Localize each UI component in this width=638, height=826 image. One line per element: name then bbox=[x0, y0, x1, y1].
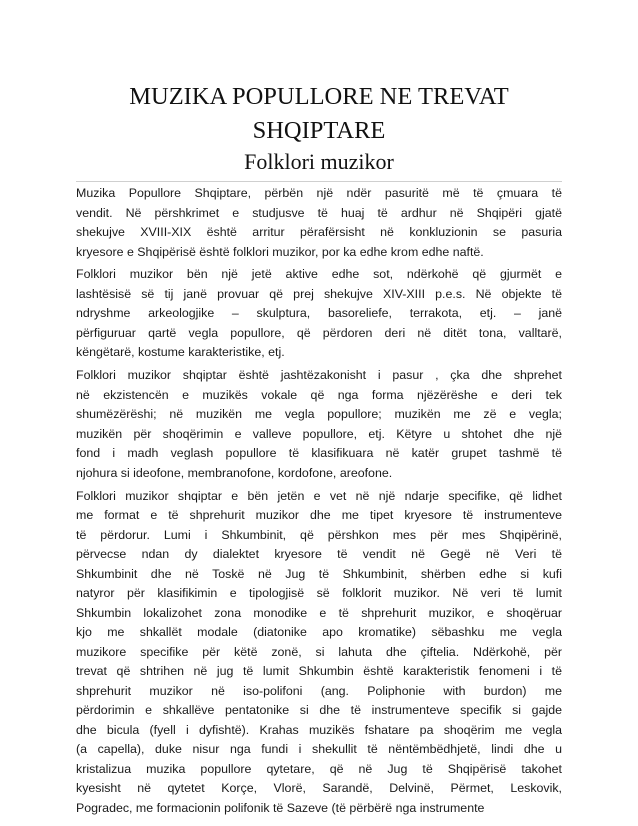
text-line: vendit. Në përshkrimet e studjusve të huaj të ardhur në Shqipëri gjatë bbox=[76, 205, 562, 220]
heading-divider bbox=[76, 181, 562, 182]
text-line: kryesore e Shqipërisë është folklori muzikor, por ka edhe krom edhe naftë. bbox=[76, 244, 484, 259]
text-line: kjo me shkallët modale (diatonike apo kromatike) sëbashku me vegla bbox=[76, 625, 562, 640]
text-line: përvecse ndan dy dialektet kryesore të vendit në Gegë në Veri të bbox=[76, 547, 562, 562]
section-heading: Folklori muzikor bbox=[244, 149, 394, 174]
text-line: shumëzërëshi; në muzikën me vegla popullore; muzikën me zë e vegla; bbox=[76, 407, 562, 422]
text-line: Folklori muzikor bën një jetë aktive edhe sot, ndërkohë që gjurmët e bbox=[76, 267, 562, 282]
text-line: muzikore specifike për këtë zonë, si lahuta dhe çiftelia. Ndërkohë, për bbox=[76, 644, 562, 659]
text-line: me format e të shprehurit muzikor dhe me tipet kryesore të instrumenteve bbox=[76, 508, 562, 523]
text-line: Folklori muzikor shqiptar është jashtëzakonisht i pasur , çka dhe shprehet bbox=[76, 368, 562, 383]
text-line: Muzika Popullore Shqiptare, përbën një ndër pasuritë më të çmuara të bbox=[76, 186, 562, 200]
text-line: shprehurit muzikor në iso-polifoni (ang. Poliphonie with burdon) me bbox=[76, 683, 562, 698]
text-line: shekujve XVIII-XIX është arritur përafërsisht në konkluzionin se pasuria bbox=[76, 225, 562, 239]
text-line: këngëtarë, kostume karakteristike, etj. bbox=[76, 345, 285, 360]
text-line: Pogradec, me formacionin polifonik të Sazeve (të përbërë nga instrumente bbox=[76, 800, 485, 815]
text-line: muzikën për shoqërimin e valleve popullore, etj. Këtyre u shtohet dhe një bbox=[76, 426, 562, 441]
text-line: përfiguruar qartë vegla popullore, që përdoren deri në ditët tona, valltarë, bbox=[76, 325, 562, 340]
body-text bbox=[76, 184, 562, 822]
title-line: MUZIKA POPULLORE NE TREVAT bbox=[129, 83, 509, 110]
text-line: lashtësisë së tij janë provuar që prej shekujve XIV-XIII p.e.s. Në objekte të bbox=[76, 286, 562, 301]
text-line: kristalizua muzika popullore qytetare, që në Jug të Shqipërisë takohet bbox=[76, 761, 562, 776]
paragraph bbox=[76, 366, 562, 483]
text-line: (a capella), duke nisur nga fundi i shekullit të nëntëmbëdhjetë, lindi dhe u bbox=[76, 742, 562, 757]
text-line: dhe bicula (fyell i dyfishtë). Krahas muzikës fshatare pa shoqërim me vegla bbox=[76, 722, 562, 737]
paragraph bbox=[76, 487, 562, 819]
paragraph bbox=[76, 265, 562, 363]
text-line: fond i madh veglash popullore të klasifikuara në katër grupet tashmë të bbox=[76, 446, 562, 461]
text-line: të përdorur. Lumi i Shkumbinit, që përshkon mes për mes Shqipërinë, bbox=[76, 527, 562, 542]
text-line: trevat që shtrihen në jug të lumit Shkumbin është karakteristik fenomeni i të bbox=[76, 664, 562, 679]
text-line: Shkumbinit dhe në Toskë në Jug të Shkumbinit, shërben edhe si kufi bbox=[76, 566, 562, 581]
text-line: ndryshme arkeologjike – skulptura, basoreliefe, terrakota, etj. – janë bbox=[76, 306, 562, 321]
text-line: kyesisht në qytetet Korçe, Vlorë, Sarandë, Delvinë, Përmet, Leskovik, bbox=[76, 781, 562, 796]
paragraph bbox=[76, 184, 562, 262]
text-line: në ekzistencën e muzikës vokale që nga forma njëzërëshe e deri tek bbox=[76, 387, 562, 402]
text-line: përdorimin e shkallëve pentatonike si dhe të instrumenteve specifik si gajde bbox=[76, 703, 562, 718]
text-line: natyror për klasifikimin e tipologjisë së folklorit muzikor. Në veri të lumit bbox=[76, 586, 562, 601]
title-line: SHQIPTARE bbox=[252, 117, 386, 144]
text-line: Shkumbin lokalizohet zona monodike e të shprehurit muzikor, e shoqëruar bbox=[76, 605, 562, 620]
text-line: Folklori muzikor shqiptar e bën jetën e vet në një ndarje specifike, që lidhet bbox=[76, 488, 562, 503]
text-line: njohura si ideofone, membranofone, kordofone, areofone. bbox=[76, 465, 393, 480]
document-title bbox=[76, 80, 562, 148]
